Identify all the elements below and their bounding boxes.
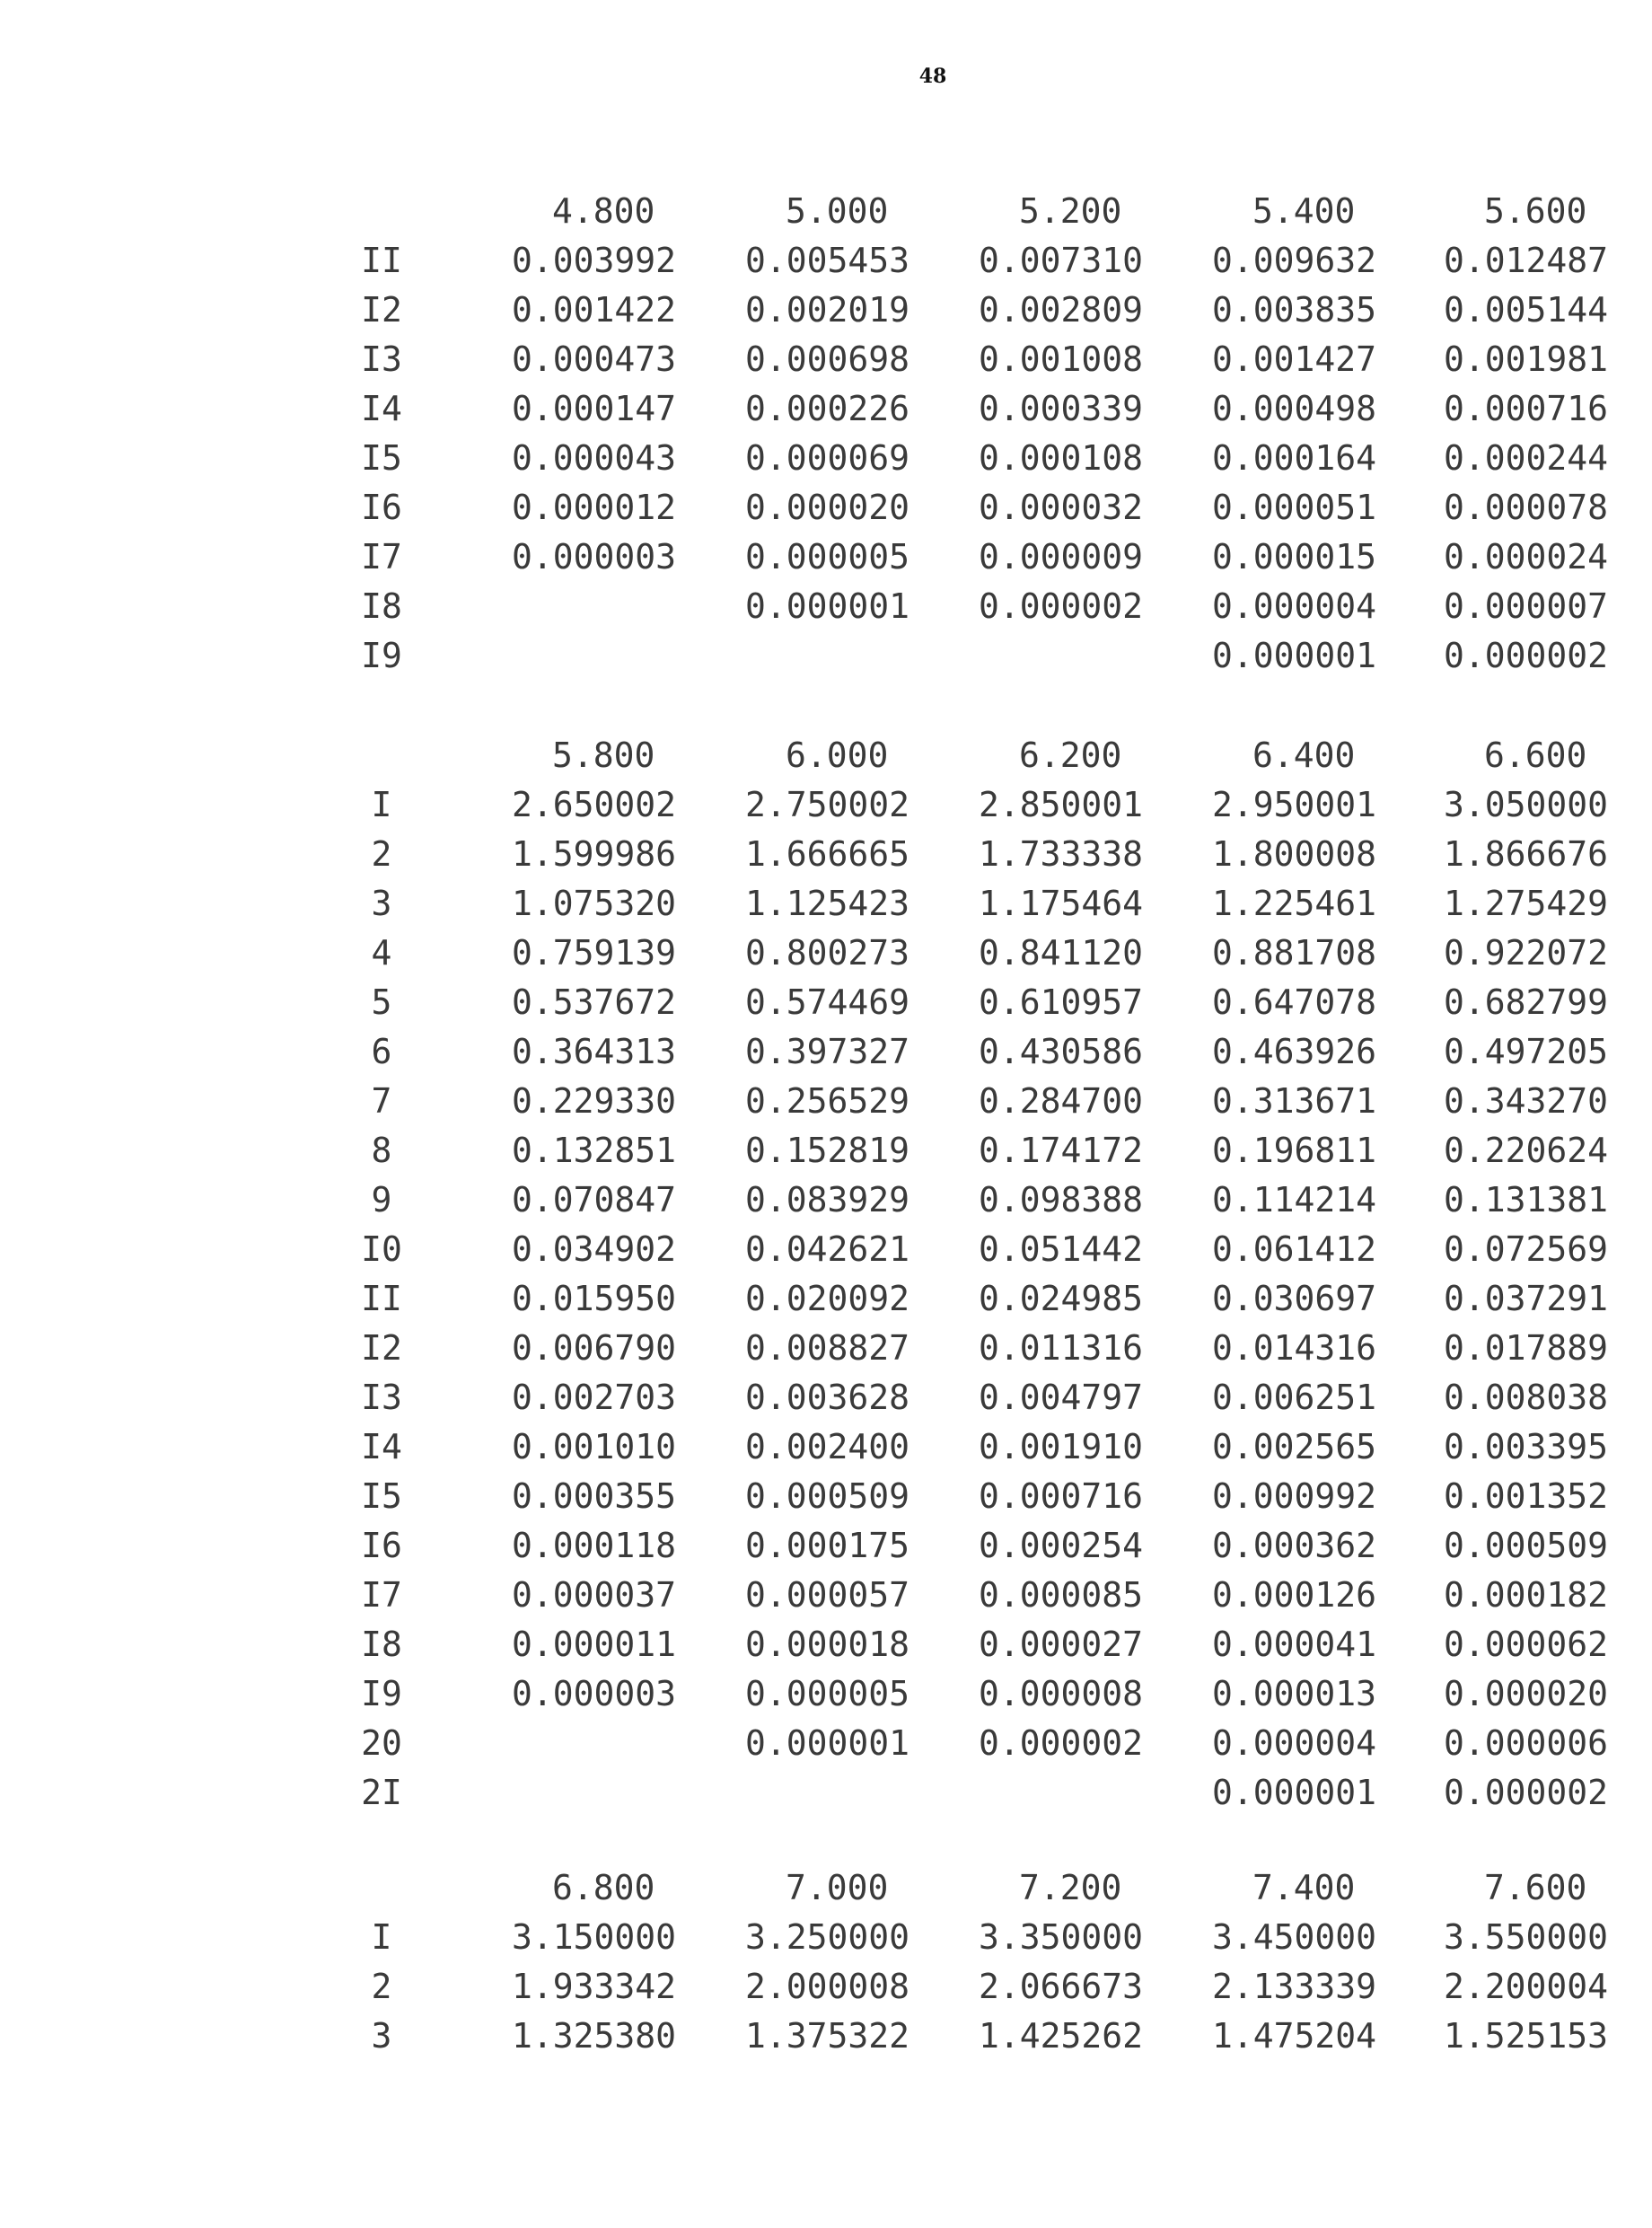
table-row [314, 434, 1616, 483]
table-cell: 0.800273 [745, 933, 910, 973]
row-index: I7 [361, 537, 402, 577]
table-cell: 0.000362 [1212, 1526, 1377, 1565]
table-cell: 0.174172 [979, 1131, 1144, 1170]
table-cell: 0.072569 [1444, 1229, 1609, 1269]
table-cell: 0.759139 [512, 933, 677, 973]
table-cell: 3.250000 [745, 1917, 910, 1957]
table-cell: 0.000057 [745, 1575, 910, 1615]
table-block-1 [314, 187, 1616, 681]
row-index: 6 [371, 1032, 392, 1071]
table-cell: 2.200004 [1444, 1967, 1609, 2006]
table-block-2 [314, 731, 1616, 1818]
row-index: 3 [371, 2016, 392, 2056]
table-row [314, 1472, 1616, 1521]
table-row [314, 1913, 1616, 1962]
table-cell: 0.001422 [512, 290, 677, 330]
table-row [314, 1669, 1616, 1719]
table-row [314, 1571, 1616, 1620]
table-cell: 0.000041 [1212, 1625, 1377, 1664]
table-cell: 0.000013 [1212, 1674, 1377, 1713]
table-cell: 0.003992 [512, 241, 677, 280]
table-row [314, 879, 1616, 929]
table-cell: 0.000051 [1212, 488, 1377, 527]
table-row [314, 384, 1616, 434]
table-cell: 1.375322 [745, 2016, 910, 2056]
table-cell: 0.000001 [1212, 1773, 1377, 1812]
table-cell: 0.196811 [1212, 1131, 1377, 1170]
table-cell: 0.000509 [745, 1476, 910, 1516]
row-index: 20 [361, 1723, 402, 1763]
table-cell: 0.397327 [745, 1032, 910, 1071]
table-cell: 0.000004 [1212, 586, 1377, 626]
row-index: I6 [361, 1526, 402, 1565]
table-cell: 0.002703 [512, 1378, 677, 1417]
column-header: 4.800 [552, 191, 655, 231]
table-cell: 0.000716 [1444, 389, 1609, 428]
column-header: 5.600 [1484, 191, 1587, 231]
table-cell: 0.000355 [512, 1476, 677, 1516]
table-cell: 0.000007 [1444, 586, 1609, 626]
table-cell: 1.175464 [979, 884, 1144, 923]
column-header: 6.800 [552, 1868, 655, 1907]
table-cell: 0.881708 [1212, 933, 1377, 973]
table-cell: 0.430586 [979, 1032, 1144, 1071]
table-cell: 0.000005 [745, 1674, 910, 1713]
row-index: I9 [361, 1674, 402, 1713]
table-cell: 1.933342 [512, 1967, 677, 2006]
column-header: 5.400 [1252, 191, 1356, 231]
table-cell: 2.950001 [1212, 785, 1377, 824]
column-header: 5.200 [1019, 191, 1122, 231]
column-header: 5.800 [552, 735, 655, 775]
table-row [314, 236, 1616, 286]
row-index: 8 [371, 1131, 392, 1170]
table-cell: 1.275429 [1444, 884, 1609, 923]
table-cell: 0.364313 [512, 1032, 677, 1071]
table-block-3 [314, 1863, 1616, 2061]
table-cell: 0.220624 [1444, 1131, 1609, 1170]
header-row [314, 187, 1616, 236]
table-cell: 0.000003 [512, 537, 677, 577]
table-cell: 2.650002 [512, 785, 677, 824]
table-cell: 0.070847 [512, 1180, 677, 1220]
table-cell: 2.000008 [745, 1967, 910, 2006]
table-cell: 0.000037 [512, 1575, 677, 1615]
table-cell: 0.006251 [1212, 1378, 1377, 1417]
page-number: 48 [918, 65, 947, 88]
table-row [314, 1027, 1616, 1077]
row-index: I8 [361, 586, 402, 626]
table-cell: 1.225461 [1212, 884, 1377, 923]
table-cell: 0.001352 [1444, 1476, 1609, 1516]
table-cell: 0.000027 [979, 1625, 1144, 1664]
table-cell: 0.006790 [512, 1328, 677, 1368]
row-index: I3 [361, 339, 402, 379]
table-cell: 0.001010 [512, 1427, 677, 1466]
table-cell: 0.000009 [979, 537, 1144, 577]
table-cell: 0.001910 [979, 1427, 1144, 1466]
table-cell: 0.284700 [979, 1081, 1144, 1121]
table-cell: 0.000001 [1212, 636, 1377, 675]
table-cell: 1.475204 [1212, 2016, 1377, 2056]
table-cell: 0.000003 [512, 1674, 677, 1713]
table-cell: 2.133339 [1212, 1967, 1377, 2006]
table-cell: 0.152819 [745, 1131, 910, 1170]
table-cell: 0.000002 [979, 1723, 1144, 1763]
table-cell: 0.002809 [979, 290, 1144, 330]
row-index: 4 [371, 933, 392, 973]
table-row [314, 978, 1616, 1027]
table-cell: 0.000244 [1444, 438, 1609, 478]
table-cell: 0.000147 [512, 389, 677, 428]
table-cell: 0.574469 [745, 982, 910, 1022]
table-row [314, 1176, 1616, 1225]
table-cell: 0.000020 [1444, 1674, 1609, 1713]
table-cell: 0.003835 [1212, 290, 1377, 330]
table-cell: 0.000002 [1444, 636, 1609, 675]
table-cell: 0.000011 [512, 1625, 677, 1664]
table-cell: 0.037291 [1444, 1279, 1609, 1318]
row-index: I2 [361, 1328, 402, 1368]
column-header: 7.000 [786, 1868, 889, 1907]
header-row [314, 731, 1616, 780]
column-header: 6.400 [1252, 735, 1356, 775]
row-index: I [371, 785, 392, 824]
row-index: I5 [361, 438, 402, 478]
table-cell: 0.000018 [745, 1625, 910, 1664]
table-cell: 0.011316 [979, 1328, 1144, 1368]
table-cell: 0.682799 [1444, 982, 1609, 1022]
table-row [314, 1126, 1616, 1176]
row-index: I6 [361, 488, 402, 527]
table-cell: 0.002400 [745, 1427, 910, 1466]
table-cell: 0.003628 [745, 1378, 910, 1417]
table-cell: 0.034902 [512, 1229, 677, 1269]
table-row [314, 1422, 1616, 1472]
table-row [314, 1077, 1616, 1126]
table-cell: 0.132851 [512, 1131, 677, 1170]
table-cell: 0.000001 [745, 1723, 910, 1763]
table-cell: 0.004797 [979, 1378, 1144, 1417]
table-cell: 0.005144 [1444, 290, 1609, 330]
table-row [314, 929, 1616, 978]
table-cell: 1.733338 [979, 834, 1144, 874]
table-cell: 0.000006 [1444, 1723, 1609, 1763]
table-cell: 1.325380 [512, 2016, 677, 2056]
table-cell: 0.000182 [1444, 1575, 1609, 1615]
table-cell: 0.000062 [1444, 1625, 1609, 1664]
table-cell: 0.343270 [1444, 1081, 1609, 1121]
table-cell: 0.000108 [979, 438, 1144, 478]
table-cell: 2.066673 [979, 1967, 1144, 2006]
row-index: 2 [371, 834, 392, 874]
table-cell: 0.003395 [1444, 1427, 1609, 1466]
table-cell: 0.000126 [1212, 1575, 1377, 1615]
table-cell: 0.000043 [512, 438, 677, 478]
table-cell: 1.599986 [512, 834, 677, 874]
table-row [314, 631, 1616, 681]
table-cell: 0.000254 [979, 1526, 1144, 1565]
table-row [314, 1373, 1616, 1422]
table-cell: 0.000001 [745, 586, 910, 626]
table-cell: 1.075320 [512, 884, 677, 923]
table-cell: 1.800008 [1212, 834, 1377, 874]
table-row [314, 582, 1616, 631]
row-index: 5 [371, 982, 392, 1022]
table-cell: 0.114214 [1212, 1180, 1377, 1220]
row-index: I0 [361, 1229, 402, 1269]
table-cell: 0.000226 [745, 389, 910, 428]
table-cell: 0.000175 [745, 1526, 910, 1565]
table-row [314, 2012, 1616, 2061]
table-cell: 0.000002 [979, 586, 1144, 626]
table-cell: 0.000164 [1212, 438, 1377, 478]
table-cell: 0.042621 [745, 1229, 910, 1269]
table-cell: 0.000992 [1212, 1476, 1377, 1516]
table-cell: 0.002019 [745, 290, 910, 330]
table-cell: 0.002565 [1212, 1427, 1377, 1466]
table-cell: 0.012487 [1444, 241, 1609, 280]
table-cell: 2.850001 [979, 785, 1144, 824]
table-cell: 0.610957 [979, 982, 1144, 1022]
table-cell: 0.313671 [1212, 1081, 1377, 1121]
table-cell: 0.463926 [1212, 1032, 1377, 1071]
table-row [314, 1521, 1616, 1571]
table-cell: 0.000004 [1212, 1723, 1377, 1763]
table-row [314, 1962, 1616, 2012]
table-cell: 0.841120 [979, 933, 1144, 973]
row-index: I4 [361, 389, 402, 428]
table-cell: 0.000473 [512, 339, 677, 379]
table-cell: 0.537672 [512, 982, 677, 1022]
table-cell: 0.000069 [745, 438, 910, 478]
table-cell: 1.425262 [979, 2016, 1144, 2056]
row-index: II [361, 241, 402, 280]
table-cell: 0.497205 [1444, 1032, 1609, 1071]
table-row [314, 1225, 1616, 1274]
table-cell: 0.000015 [1212, 537, 1377, 577]
table-cell: 1.525153 [1444, 2016, 1609, 2056]
table-cell: 0.000008 [979, 1674, 1144, 1713]
table-cell: 0.131381 [1444, 1180, 1609, 1220]
table-cell: 0.229330 [512, 1081, 677, 1121]
table-cell: 0.000032 [979, 488, 1144, 527]
table-cell: 3.550000 [1444, 1917, 1609, 1957]
table-cell: 0.647078 [1212, 982, 1377, 1022]
table-cell: 0.000339 [979, 389, 1144, 428]
table-cell: 0.061412 [1212, 1229, 1377, 1269]
column-header: 7.200 [1019, 1868, 1122, 1907]
table-cell: 0.001008 [979, 339, 1144, 379]
table-cell: 1.666665 [745, 834, 910, 874]
table-cell: 3.150000 [512, 1917, 677, 1957]
row-index: I8 [361, 1625, 402, 1664]
table-cell: 0.098388 [979, 1180, 1144, 1220]
table-row [314, 1620, 1616, 1669]
row-index: 7 [371, 1081, 392, 1121]
table-row [314, 1768, 1616, 1818]
table-cell: 0.000020 [745, 488, 910, 527]
table-cell: 0.005453 [745, 241, 910, 280]
row-index: I5 [361, 1476, 402, 1516]
table-cell: 0.008827 [745, 1328, 910, 1368]
table-cell: 0.922072 [1444, 933, 1609, 973]
table-cell: 0.083929 [745, 1180, 910, 1220]
table-cell: 0.000498 [1212, 389, 1377, 428]
row-index: 3 [371, 884, 392, 923]
table-cell: 0.024985 [979, 1279, 1144, 1318]
column-header: 7.600 [1484, 1868, 1587, 1907]
table-row [314, 1274, 1616, 1324]
column-header: 6.600 [1484, 735, 1587, 775]
table-cell: 3.050000 [1444, 785, 1609, 824]
table-cell: 0.001427 [1212, 339, 1377, 379]
header-row [314, 1863, 1616, 1913]
table-cell: 0.000509 [1444, 1526, 1609, 1565]
table-cell: 0.015950 [512, 1279, 677, 1318]
table-cell: 3.350000 [979, 1917, 1144, 1957]
table-cell: 0.014316 [1212, 1328, 1377, 1368]
row-index: I [371, 1917, 392, 1957]
table-cell: 0.051442 [979, 1229, 1144, 1269]
table-row [314, 286, 1616, 335]
row-index: I9 [361, 636, 402, 675]
table-row [314, 483, 1616, 533]
table-cell: 1.125423 [745, 884, 910, 923]
row-index: II [361, 1279, 402, 1318]
table-cell: 0.000118 [512, 1526, 677, 1565]
table-cell: 0.000698 [745, 339, 910, 379]
row-index: I3 [361, 1378, 402, 1417]
table-cell: 0.017889 [1444, 1328, 1609, 1368]
table-cell: 0.008038 [1444, 1378, 1609, 1417]
table-cell: 3.450000 [1212, 1917, 1377, 1957]
table-cell: 0.000005 [745, 537, 910, 577]
table-cell: 1.866676 [1444, 834, 1609, 874]
table-cell: 0.007310 [979, 241, 1144, 280]
table-row [314, 1324, 1616, 1373]
table-row [314, 335, 1616, 384]
column-header: 7.400 [1252, 1868, 1356, 1907]
table-row [314, 780, 1616, 830]
table-row [314, 1719, 1616, 1768]
table-cell: 2.750002 [745, 785, 910, 824]
table-cell: 0.000085 [979, 1575, 1144, 1615]
table-row [314, 533, 1616, 582]
row-index: I2 [361, 290, 402, 330]
table-cell: 0.000078 [1444, 488, 1609, 527]
table-cell: 0.020092 [745, 1279, 910, 1318]
row-index: 2 [371, 1967, 392, 2006]
table-cell: 0.001981 [1444, 339, 1609, 379]
table-cell: 0.256529 [745, 1081, 910, 1121]
row-index: 2I [361, 1773, 402, 1812]
table-cell: 0.000002 [1444, 1773, 1609, 1812]
table-cell: 0.009632 [1212, 241, 1377, 280]
table-cell: 0.000012 [512, 488, 677, 527]
row-index: I4 [361, 1427, 402, 1466]
column-header: 6.000 [786, 735, 889, 775]
column-header: 6.200 [1019, 735, 1122, 775]
table-cell: 0.000024 [1444, 537, 1609, 577]
table-cell: 0.000716 [979, 1476, 1144, 1516]
table-cell: 0.030697 [1212, 1279, 1377, 1318]
column-header: 5.000 [786, 191, 889, 231]
row-index: I7 [361, 1575, 402, 1615]
row-index: 9 [371, 1180, 392, 1220]
table-row [314, 830, 1616, 879]
